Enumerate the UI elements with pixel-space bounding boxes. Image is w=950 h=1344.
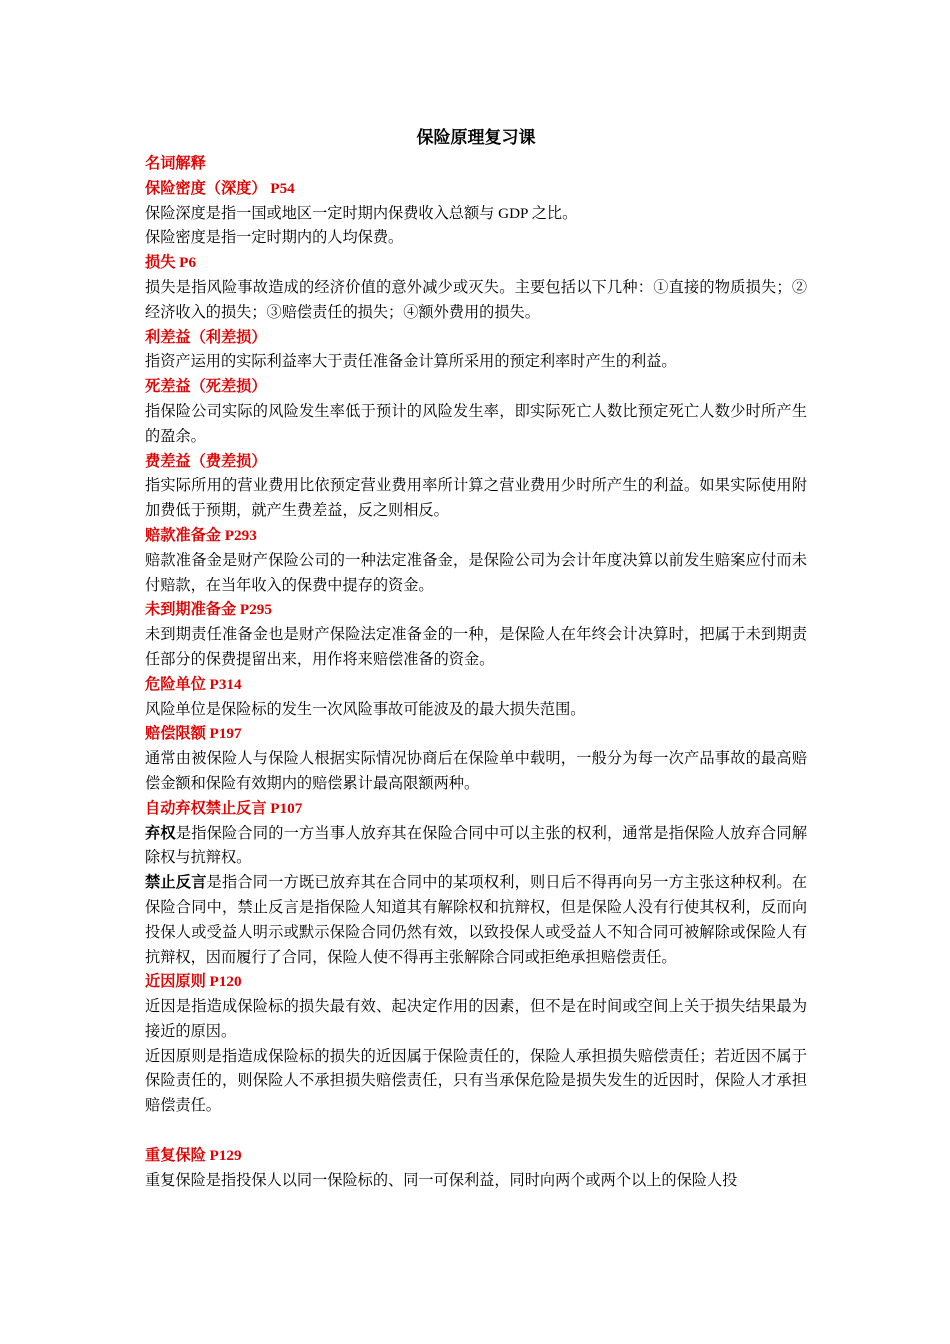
- document-page: [145, 124, 807, 1193]
- definition-paragraph: 风险单位是保险标的发生一次风险事故可能波及的最大损失范围。: [145, 700, 586, 718]
- term-heading: 赔款准备金 P293: [145, 526, 257, 544]
- term-heading: 赔偿限额 P197: [145, 725, 242, 743]
- definition-paragraph: 指实际所用的营业费用比依预定营业费用率所计算之营业费用少时所产生的利益。如果实际使用附加费低于预期，就产生费差益，反之则相反。: [145, 477, 807, 520]
- definition-paragraph: 赔款准备金是财产保险公司的一种法定准备金，是保险公司为会计年度决算以前发生赔案应付而未付赔款，在当年收入的保费中提存的资金。: [145, 551, 807, 594]
- document-title: 保险原理复习课: [416, 128, 536, 147]
- definition-paragraph: 近因是指造成保险标的损失最有效、起决定作用的因素，但不是在时间或空间上关于损失结果最为接近的原因。: [145, 998, 807, 1040]
- term-heading: 重复保险 P129: [145, 1146, 242, 1164]
- term-heading: 未到期准备金 P295: [145, 601, 272, 619]
- definition-text: 是指保险合同的一方当事人放弃其在保险合同中可以主张的权利，通常是指保险人放弃合同解除权与抗辩权。: [145, 824, 808, 867]
- bold-lead-term: 弃权: [145, 824, 176, 842]
- definition-paragraph: 指资产运用的实际利益率大于责任准备金计算所采用的预定利率时产生的利益。: [145, 353, 677, 371]
- definition-paragraph: 重复保险是指投保人以同一保险标的、同一可保利益，同时向两个或两个以上的保险人投: [145, 1171, 738, 1189]
- definition-paragraph: 保险深度是指一国或地区一定时期内保费收入总额与 GDP 之比。: [145, 204, 578, 222]
- term-heading: 损失 P6: [145, 254, 197, 272]
- definition-paragraph: 保险密度是指一定时期内的人均保费。: [145, 229, 404, 247]
- definition-paragraph: 未到期责任准备金也是财产保险法定准备金的一种，是保险人在年终会计决算时，把属于未到期责任部分的保费提留出来，用作将来赔偿准备的资金。: [145, 626, 807, 668]
- section-heading: 名词解释: [145, 155, 206, 172]
- definition-paragraph: 指保险公司实际的风险发生率低于预计的风险发生率，即实际死亡人数比预定死亡人数少时所产生的盈余。: [145, 402, 807, 445]
- definition-paragraph: 近因原则是指造成保险标的损失的近因属于保险责任的，保险人承担损失赔偿责任；若近因不属于保险责任的，则保险人不承担损失赔偿责任，只有当承保危险是损失发生的近因时，保险人才承担赔偿责任。: [145, 1047, 807, 1115]
- term-heading: 保险密度（深度） P54: [145, 179, 295, 197]
- term-heading: 利差益（利差损）: [145, 328, 267, 346]
- term-heading: 费差益（费差损）: [145, 452, 267, 470]
- definition-paragraph: 通常由被保险人与保险人根据实际情况协商后在保险单中载明，一般分为每一次产品事故的最高赔偿金额和保险有效期内的赔偿累计最高限额两种。: [145, 750, 807, 792]
- term-heading: 危险单位 P314: [145, 675, 242, 693]
- term-heading: 近因原则 P120: [145, 973, 242, 991]
- definition-paragraph: 损失是指风险事故造成的经济价值的意外减少或灭失。主要包括以下几种：①直接的物质损失；②经济收入的损失；③赔偿责任的损失；④额外费用的损失。: [145, 278, 807, 321]
- definition-paragraph: [145, 871, 807, 970]
- term-heading: 自动弃权禁止反言 P107: [145, 799, 303, 817]
- bold-lead-term: 禁止反言: [145, 874, 207, 892]
- term-heading: 死差益（死差损）: [145, 378, 267, 396]
- definition-text: 是指合同一方既已放弃其在合同中的某项权利，则日后不得再向另一方主张这种权利。在保险合同中，禁止反言是指保险人知道其有解除权和抗辩权，但是保险人没有行使其权利，反而向投保人或受益人明示或默示保险合同仍然有效，以致投保人或受益人不知合同可被解除或保险人有抗辩权，因而履行了合同，保险人使不得再主张解除合同或拒绝承担赔偿责任。: [145, 874, 808, 966]
- blank-line: [145, 1119, 807, 1144]
- definition-paragraph: [145, 822, 807, 872]
